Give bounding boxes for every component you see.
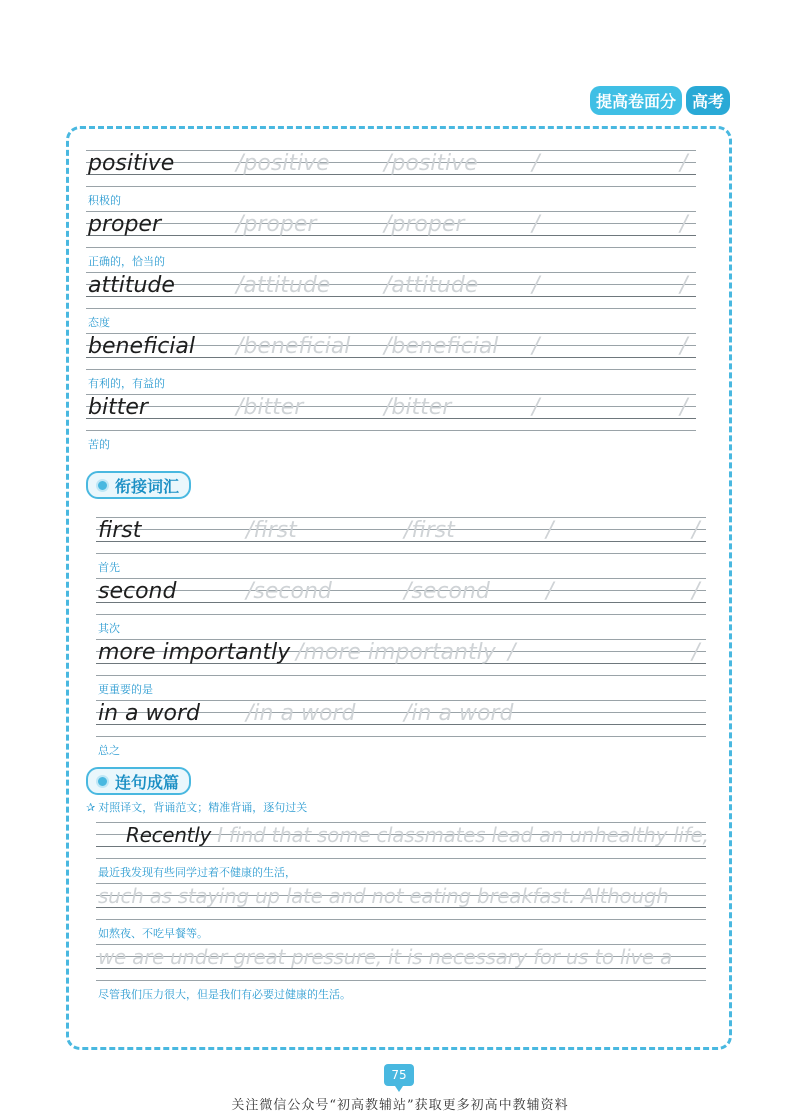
practice-word: proper	[88, 212, 162, 237]
word-practice-row	[86, 211, 696, 267]
trace-slash: /	[692, 640, 700, 665]
sentence-meaning: 最近我发现有些同学过着不健康的生活，	[98, 866, 296, 879]
word-practice-row	[86, 272, 696, 328]
trace-slash: /	[532, 395, 540, 420]
word-meaning: 正确的，恰当的	[88, 255, 165, 268]
sentence-meaning: 如熬夜、不吃早餐等。	[98, 927, 208, 940]
trace-word: /proper	[236, 212, 317, 237]
trace-word: /bitter	[236, 395, 304, 420]
section-label: 连句成篇	[115, 772, 180, 792]
practice-word: in a word	[98, 701, 200, 726]
word-meaning: 积极的	[88, 194, 121, 207]
trace-word: /second	[404, 579, 490, 604]
trace-word: /in a word	[404, 701, 514, 726]
trace-word: /attitude	[236, 273, 331, 298]
word-practice-row	[96, 578, 706, 634]
page-number: 75	[384, 1064, 414, 1086]
sentence-practice-row	[96, 944, 706, 1002]
trace-word: /second	[246, 579, 332, 604]
trace-slash: /	[532, 212, 540, 237]
word-meaning: 态度	[88, 316, 110, 329]
sentence-text: Recently I find that some classmates lead an unhealthy life,	[126, 823, 709, 847]
practice-word: first	[98, 518, 142, 543]
bullet-icon	[96, 479, 109, 492]
section-title-linking	[86, 471, 191, 499]
trace-word: /beneficial	[236, 334, 351, 359]
trace-slash: /	[680, 273, 688, 298]
trace-word: /positive	[236, 151, 330, 176]
word-practice-row	[86, 150, 696, 206]
trace-word: /more importantly	[296, 640, 496, 665]
word-practice-row	[96, 639, 706, 695]
word-practice-row	[96, 700, 706, 756]
sentence-text: such as staying up late and not eating breakfast. Although	[98, 884, 669, 908]
bullet-icon	[96, 775, 109, 788]
practice-word: second	[98, 579, 177, 604]
sentence-practice-row	[96, 822, 709, 880]
word-meaning: 总之	[98, 744, 120, 757]
trace-slash: /	[680, 212, 688, 237]
word-meaning: 首先	[98, 561, 120, 574]
word-practice-row	[86, 333, 696, 389]
trace-word: /positive	[384, 151, 478, 176]
word-meaning: 更重要的是	[98, 683, 153, 696]
trace-slash: /	[692, 579, 700, 604]
word-meaning: 其次	[98, 622, 120, 635]
star-icon: ✰	[86, 800, 96, 814]
practice-word: beneficial	[88, 334, 195, 359]
word-practice-row	[86, 394, 696, 450]
sentence-practice-row	[96, 883, 706, 941]
trace-slash: /	[692, 518, 700, 543]
trace-word: /first	[404, 518, 455, 543]
trace-word: /in a word	[246, 701, 356, 726]
trace-slash: /	[680, 151, 688, 176]
header-tag-main: 提高卷面分	[590, 86, 682, 115]
trace-word: /attitude	[384, 273, 479, 298]
trace-slash: /	[508, 640, 516, 665]
word-meaning: 有利的，有益的	[88, 377, 165, 390]
practice-word: positive	[88, 151, 175, 176]
trace-slash: /	[532, 151, 540, 176]
trace-word: /bitter	[384, 395, 452, 420]
header-tag-sub: 高考	[686, 86, 730, 115]
trace-slash: /	[546, 518, 554, 543]
word-practice-row	[96, 517, 706, 573]
sentence-meaning: 尽管我们压力很大，但是我们有必要过健康的生活。	[98, 988, 351, 1001]
practice-word: attitude	[88, 273, 175, 298]
trace-slash: /	[680, 395, 688, 420]
trace-word: /beneficial	[384, 334, 499, 359]
practice-word: more importantly	[98, 640, 291, 665]
instruction	[86, 799, 307, 815]
trace-word: /first	[246, 518, 297, 543]
trace-slash: /	[546, 579, 554, 604]
trace-slash: /	[680, 334, 688, 359]
trace-slash: /	[532, 273, 540, 298]
trace-word: /proper	[384, 212, 465, 237]
section-label: 衔接词汇	[115, 476, 180, 496]
word-meaning: 苦的	[88, 438, 110, 451]
instruction-text: 对照译文，背诵范文；精准背诵，逐句过关	[98, 801, 308, 814]
trace-slash: /	[532, 334, 540, 359]
footer-text: 关注微信公众号“初高教辅站”获取更多初高中教辅资料	[231, 1098, 569, 1113]
header-tag	[590, 86, 730, 115]
practice-word: bitter	[88, 395, 148, 420]
section-title-sentences	[86, 767, 191, 795]
sentence-text: we are under great pressure, it is necessary for us to live a	[98, 945, 672, 969]
